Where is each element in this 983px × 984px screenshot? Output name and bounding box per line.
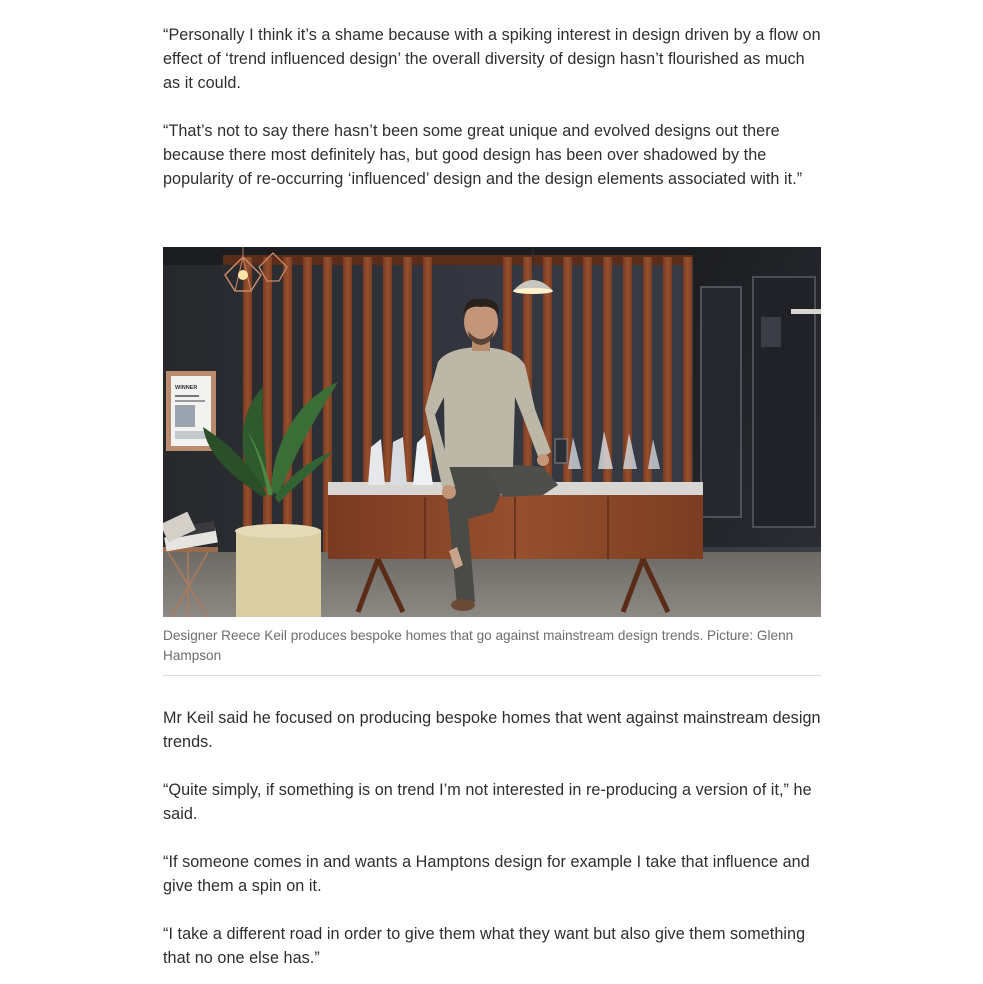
article-paragraph: “Personally I think it’s a shame because with a spiking interest in design driven by a flow on effect of ‘trend influenced design’ the overall diversity of design hasn’t flourished as much as it could. (163, 26, 821, 92)
article-paragraph: “I take a different road in order to give them what they want but also give them something that no one else has.” (163, 925, 806, 967)
svg-text:WINNER: WINNER (175, 385, 198, 391)
article-paragraph: Mr Keil said he focused on producing bespoke homes that went against mainstream design trends. (163, 709, 821, 751)
article-paragraph: “If someone comes in and wants a Hamptons design for example I take that influence and give them a spin on it. (163, 853, 810, 895)
article-paragraph: “Quite simply, if something is on trend I’m not interested in re-producing a version of it,” he said. (163, 781, 812, 823)
designer-photo[interactable] (163, 247, 821, 617)
article-paragraph: “That’s not to say there hasn’t been some great unique and evolved designs out there because there most definitely has, but good design has been over shadowed by the popularity of re-occurring ‘influenced’ design and the design elements associated with it.” (163, 122, 803, 188)
figure-caption: Designer Reece Keil produces bespoke homes that go against mainstream design trends. Picture: Glenn Hampson (163, 626, 821, 676)
glass-door (693, 247, 821, 547)
article-figure (163, 247, 821, 676)
